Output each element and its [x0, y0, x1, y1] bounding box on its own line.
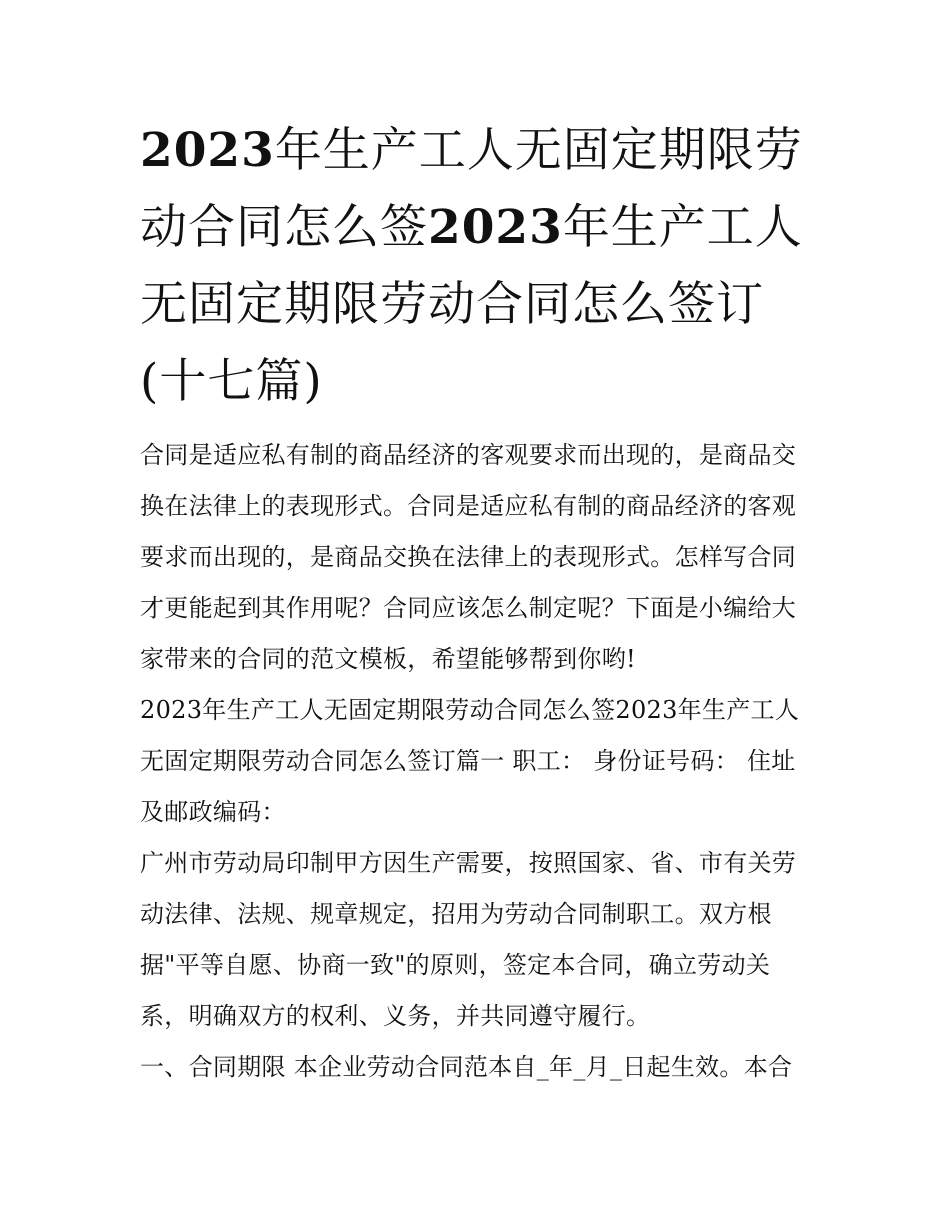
title-part-3: 2023 [428, 200, 563, 255]
paragraph-contract-header: 2023年生产工人无固定期限劳动合同怎么签2023年生产工人无固定期限劳动合同怎么签订篇一 职工： 身份证号码： 住址及邮政编码： [140, 696, 800, 826]
paragraph-preamble: 广州市劳动局印制甲方因生产需要，按照国家、省、市有关劳动法律、法规、规章规定，招用为劳动合同制职工。双方根据"平等自愿、协商一致"的原则，签定本合同，确立劳动关系，明确双方的权利、义务，并共同遵守履行。 [140, 849, 797, 1030]
title-part-2: 年生产工人无固定期限劳动合同怎么签 [140, 123, 803, 255]
paragraph-intro: 合同是适应私有制的商品经济的客观要求而出现的，是商品交换在法律上的表现形式。合同是适应私有制的商品经济的客观要求而出现的，是商品交换在法律上的表现形式。怎样写合同才更能起到其作用呢？合同应该怎么制定呢？下面是小编给大家带来的合同的范文模板，希望能够帮到你哟! [140, 441, 797, 673]
title-part-1: 2023 [140, 123, 275, 178]
title-part-4: 年生产工人无固定期限劳动合同怎么签订(十七篇) [140, 200, 803, 409]
document-title [140, 112, 815, 420]
document-body [140, 430, 815, 1093]
document-content [140, 112, 815, 1093]
paragraph-term: 一、合同期限 本企业劳动合同范本自_年_月_日起生效。本合 [140, 1053, 793, 1081]
